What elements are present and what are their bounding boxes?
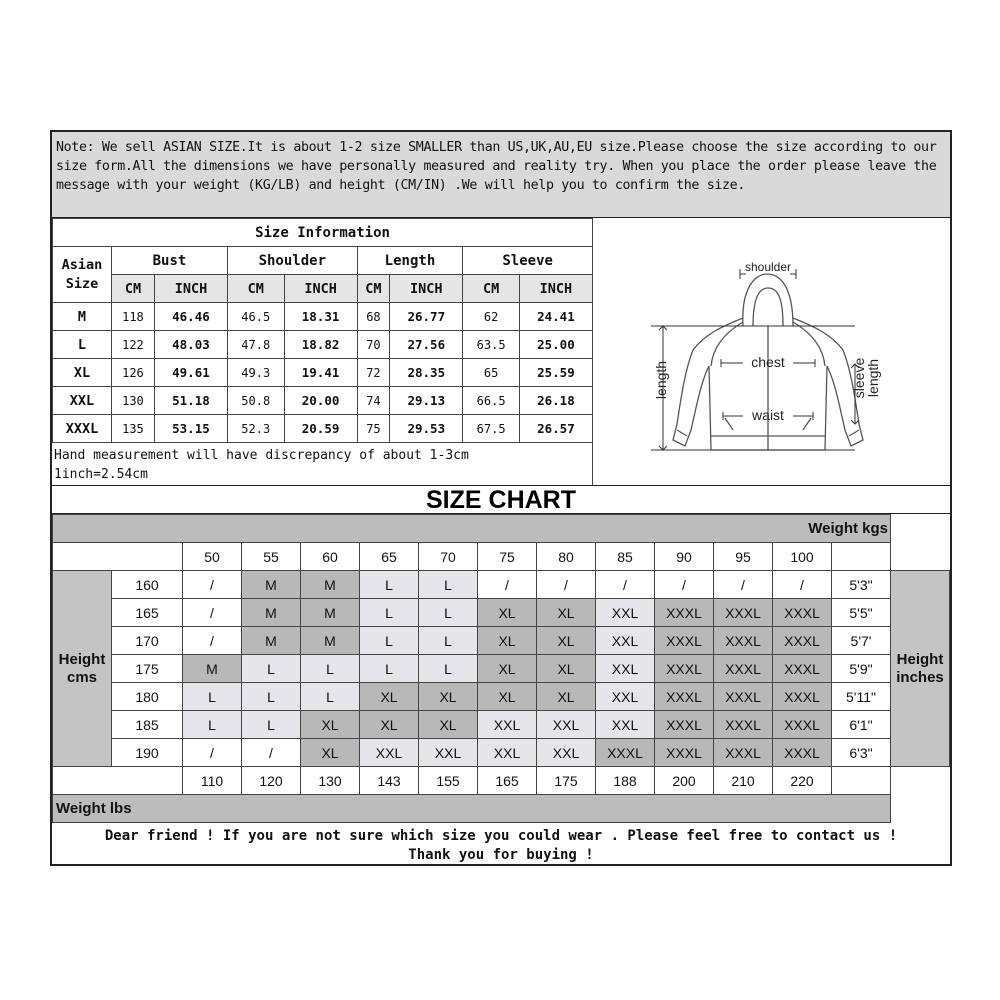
size-cell: L [183, 711, 242, 739]
cell: 29.13 [390, 387, 463, 415]
size-cell: XL [301, 711, 360, 739]
size-chart-sheet [50, 130, 952, 866]
note-text: Note: We sell ASIAN SIZE.It is about 1-2 size SMALLER than US,UK,AU,EU size.Please choose the size according to our size form.All the dimensions we have personally measured and reality try. When you place the order please leave the message with your weight (KG/LB) and height (CM/IN) .We will help you to confirm the size. [52, 132, 950, 218]
unit-header: CM [357, 275, 390, 303]
cell: 126 [112, 359, 155, 387]
height-inch-value: 5'9" [832, 655, 891, 683]
size-cell: L [242, 683, 301, 711]
size-cell: L [301, 683, 360, 711]
cell: 51.18 [154, 387, 227, 415]
asian-size-header: Asian Size [53, 247, 112, 303]
kg-value: 80 [537, 543, 596, 571]
size-row [53, 303, 593, 331]
lbs-value: 200 [655, 767, 714, 795]
cell: 26.18 [519, 387, 592, 415]
size-row [53, 415, 593, 443]
kg-value: 85 [596, 543, 655, 571]
size-cell: / [655, 571, 714, 599]
size-cell: XXXL [596, 739, 655, 767]
size-cell: XXXL [773, 627, 832, 655]
height-row [53, 739, 950, 767]
footer-line-1: Dear friend ! If you are not sure which size you could wear . Please feel free to contact us ! [104, 828, 898, 844]
kg-value: 95 [714, 543, 773, 571]
height-cm-value: 160 [112, 571, 183, 599]
hand-measurement-note [52, 443, 593, 485]
cell: 122 [112, 331, 155, 359]
size-cell: / [183, 739, 242, 767]
size-cell: M [242, 599, 301, 627]
size-label: M [53, 303, 112, 331]
size-cell: XL [419, 683, 478, 711]
size-label: L [53, 331, 112, 359]
cell: 48.03 [154, 331, 227, 359]
cell: 47.8 [227, 331, 284, 359]
cell: 65 [463, 359, 520, 387]
size-cell: XXXL [714, 711, 773, 739]
grid-body [53, 571, 950, 767]
height-cms-label: Height cms [53, 571, 112, 767]
size-cell: XXL [360, 739, 419, 767]
lbs-value: 175 [537, 767, 596, 795]
bust-header: Bust [112, 247, 228, 275]
size-cell: XXXL [655, 711, 714, 739]
length-header: Length [357, 247, 463, 275]
size-cell: XXL [596, 655, 655, 683]
size-row [53, 359, 593, 387]
cell: 52.3 [227, 415, 284, 443]
kg-value: 65 [360, 543, 419, 571]
discrepancy-text: Hand measurement will have discrepancy of about 1-3cm [54, 448, 469, 463]
size-cell: / [183, 599, 242, 627]
height-cm-value: 190 [112, 739, 183, 767]
size-cell: L [183, 683, 242, 711]
size-cell: XXL [478, 711, 537, 739]
unit-header: INCH [154, 275, 227, 303]
size-cell: M [301, 599, 360, 627]
blank-cell [832, 767, 891, 795]
cell: 70 [357, 331, 390, 359]
cell: 66.5 [463, 387, 520, 415]
unit-header: CM [463, 275, 520, 303]
size-cell: L [419, 627, 478, 655]
size-cell: XXXL [773, 599, 832, 627]
blank-cell [53, 543, 183, 571]
kg-value: 55 [242, 543, 301, 571]
size-information-table [52, 218, 593, 443]
size-cell: XL [537, 599, 596, 627]
size-cell: XXXL [655, 599, 714, 627]
height-row [53, 683, 950, 711]
size-cell: L [419, 655, 478, 683]
size-cell: XL [478, 683, 537, 711]
size-cell: / [478, 571, 537, 599]
size-cell: XXL [478, 739, 537, 767]
size-row [53, 331, 593, 359]
unit-header: CM [227, 275, 284, 303]
height-row [53, 571, 950, 599]
size-cell: XL [537, 683, 596, 711]
kg-value: 60 [301, 543, 360, 571]
size-cell: L [360, 599, 419, 627]
size-cell: / [183, 627, 242, 655]
sleeve-header: Sleeve [463, 247, 593, 275]
blank-cell [53, 767, 183, 795]
height-weight-grid [52, 514, 950, 823]
size-cell: / [537, 571, 596, 599]
size-cell: XXL [419, 739, 478, 767]
size-cell: L [419, 571, 478, 599]
cell: 62 [463, 303, 520, 331]
size-cell: XL [419, 711, 478, 739]
waist-label: waist [752, 407, 784, 423]
lbs-value: 130 [301, 767, 360, 795]
size-cell: L [360, 655, 419, 683]
unit-header: INCH [284, 275, 357, 303]
cell: 26.57 [519, 415, 592, 443]
lbs-value: 210 [714, 767, 773, 795]
measurement-diagram [593, 218, 950, 485]
kg-value: 50 [183, 543, 242, 571]
kg-value: 90 [655, 543, 714, 571]
size-cell: L [360, 627, 419, 655]
height-row [53, 627, 950, 655]
size-row [53, 387, 593, 415]
size-label: XXL [53, 387, 112, 415]
size-cell: / [183, 571, 242, 599]
weight-kgs-label: Weight kgs [53, 515, 891, 543]
size-cell: XXXL [714, 683, 773, 711]
footer-message [52, 822, 950, 866]
size-cell: XXL [537, 711, 596, 739]
blank-cell [832, 543, 891, 571]
inch-conversion-text: 1inch=2.54cm [54, 467, 148, 482]
height-inches-label: Height inches [891, 571, 950, 767]
size-cell: / [714, 571, 773, 599]
lbs-value: 143 [360, 767, 419, 795]
hoodie-illustration [593, 218, 950, 485]
cell: 67.5 [463, 415, 520, 443]
size-cell: XL [360, 683, 419, 711]
size-cell: XXL [596, 627, 655, 655]
size-cell: M [242, 571, 301, 599]
lbs-value: 110 [183, 767, 242, 795]
size-cell: XXXL [773, 739, 832, 767]
height-cm-value: 180 [112, 683, 183, 711]
cell: 135 [112, 415, 155, 443]
size-cell: XXXL [714, 599, 773, 627]
cell: 25.59 [519, 359, 592, 387]
unit-header: INCH [519, 275, 592, 303]
cell: 72 [357, 359, 390, 387]
kg-row [53, 543, 950, 571]
size-cell: XXL [596, 599, 655, 627]
height-cm-value: 170 [112, 627, 183, 655]
cell: 20.59 [284, 415, 357, 443]
lbs-value: 188 [596, 767, 655, 795]
size-cell: XXXL [773, 683, 832, 711]
size-cell: XL [301, 739, 360, 767]
cell: 29.53 [390, 415, 463, 443]
size-cell: XXXL [714, 739, 773, 767]
cell: 25.00 [519, 331, 592, 359]
size-cell: L [242, 655, 301, 683]
height-inch-value: 6'3" [832, 739, 891, 767]
height-row [53, 599, 950, 627]
height-inch-value: 5'3" [832, 571, 891, 599]
height-row [53, 655, 950, 683]
size-cell: L [419, 599, 478, 627]
height-inch-value: 5'11" [832, 683, 891, 711]
cell: 28.35 [390, 359, 463, 387]
size-cell: XL [360, 711, 419, 739]
size-cell: XXXL [773, 655, 832, 683]
size-cell: XXL [596, 711, 655, 739]
sleeve-label: sleeve [851, 357, 867, 399]
sleeve-length-label: length [865, 358, 881, 398]
cell: 53.15 [154, 415, 227, 443]
size-cell: L [301, 655, 360, 683]
cell: 46.46 [154, 303, 227, 331]
size-cell: XL [478, 627, 537, 655]
size-cell: XXXL [655, 655, 714, 683]
size-chart-title: SIZE CHART [52, 485, 950, 514]
size-label: XL [53, 359, 112, 387]
weight-lbs-label: Weight lbs [53, 795, 891, 823]
cell: 24.41 [519, 303, 592, 331]
lbs-value: 220 [773, 767, 832, 795]
size-cell: / [596, 571, 655, 599]
kg-value: 75 [478, 543, 537, 571]
cell: 20.00 [284, 387, 357, 415]
kg-value: 100 [773, 543, 832, 571]
cell: 26.77 [390, 303, 463, 331]
lbs-value: 165 [478, 767, 537, 795]
lbs-row [53, 767, 950, 795]
cell: 27.56 [390, 331, 463, 359]
size-cell: XXXL [655, 739, 714, 767]
size-cell: M [301, 627, 360, 655]
cell: 50.8 [227, 387, 284, 415]
cell: 130 [112, 387, 155, 415]
size-cell: L [242, 711, 301, 739]
size-cell: XXL [596, 683, 655, 711]
size-cell: XXXL [714, 627, 773, 655]
size-cell: XXL [537, 739, 596, 767]
height-inch-value: 6'1" [832, 711, 891, 739]
size-cell: XL [478, 655, 537, 683]
chest-label: chest [751, 354, 785, 370]
height-cm-value: 185 [112, 711, 183, 739]
cell: 68 [357, 303, 390, 331]
size-cell: XXXL [655, 627, 714, 655]
length-label: length [653, 360, 669, 400]
cell: 19.41 [284, 359, 357, 387]
size-cell: M [301, 571, 360, 599]
cell: 74 [357, 387, 390, 415]
height-cm-value: 175 [112, 655, 183, 683]
size-cell: XL [478, 599, 537, 627]
cell: 75 [357, 415, 390, 443]
height-row [53, 711, 950, 739]
size-cell: XXXL [773, 711, 832, 739]
size-label: XXXL [53, 415, 112, 443]
height-cm-value: 165 [112, 599, 183, 627]
size-cell: M [242, 627, 301, 655]
cell: 46.5 [227, 303, 284, 331]
size-cell: XXXL [655, 683, 714, 711]
unit-header: INCH [390, 275, 463, 303]
shoulder-header: Shoulder [227, 247, 357, 275]
size-cell: XXXL [714, 655, 773, 683]
size-cell: L [360, 571, 419, 599]
cell: 18.82 [284, 331, 357, 359]
cell: 63.5 [463, 331, 520, 359]
kg-value: 70 [419, 543, 478, 571]
size-cell: / [773, 571, 832, 599]
size-info-title: Size Information [53, 219, 593, 247]
height-inch-value: 5'7' [832, 627, 891, 655]
cell: 18.31 [284, 303, 357, 331]
size-cell: M [183, 655, 242, 683]
cell: 49.61 [154, 359, 227, 387]
height-inch-value: 5'5" [832, 599, 891, 627]
lbs-value: 120 [242, 767, 301, 795]
cell: 118 [112, 303, 155, 331]
cell: 49.3 [227, 359, 284, 387]
unit-header: CM [112, 275, 155, 303]
shoulder-label: shoulder [744, 260, 792, 274]
size-cell: / [242, 739, 301, 767]
footer-line-2: Thank you for buying ! [408, 847, 594, 863]
size-cell: XL [537, 655, 596, 683]
size-cell: XL [537, 627, 596, 655]
lbs-value: 155 [419, 767, 478, 795]
